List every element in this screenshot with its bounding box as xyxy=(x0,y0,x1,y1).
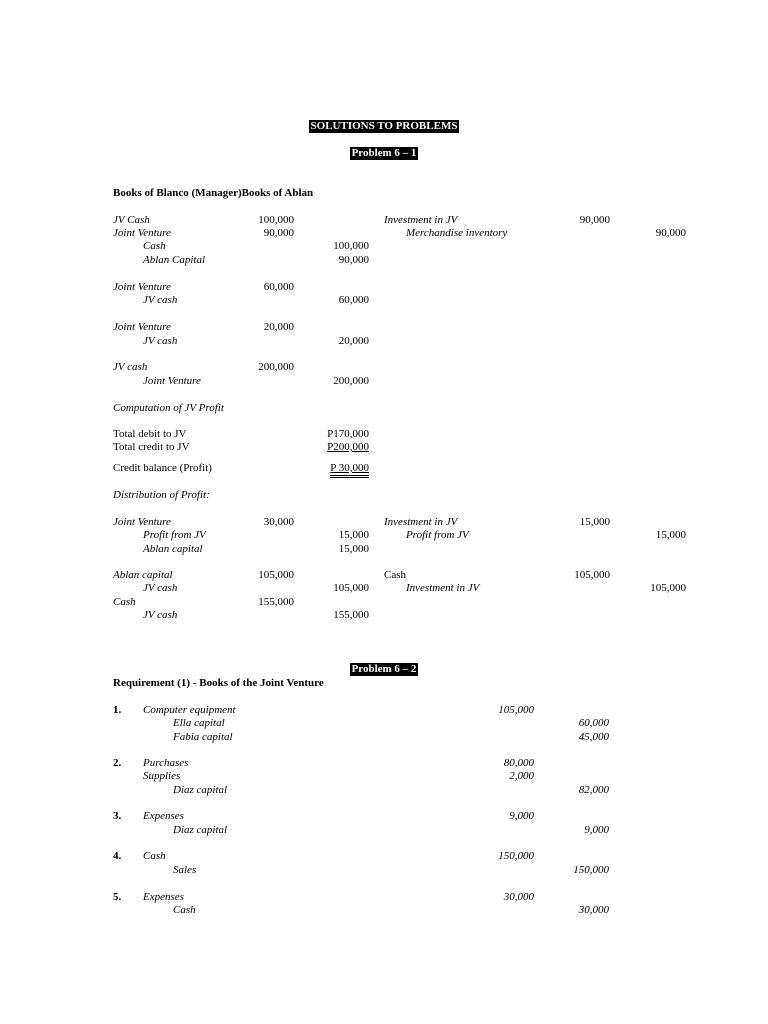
journal-account: Investment in JV xyxy=(384,214,458,226)
journal-account: Computer equipment xyxy=(143,704,236,716)
journal-credit: 150,000 xyxy=(573,864,609,876)
journal-account: Ella capital xyxy=(173,717,225,729)
journal-account: Investment in JV xyxy=(384,516,458,528)
journal-account: Joint Venture xyxy=(113,281,171,293)
journal-credit: 90,000 xyxy=(655,227,686,239)
journal-account: Joint Venture xyxy=(113,227,171,239)
journal-debit: 30,000 xyxy=(263,516,294,528)
journal-debit: 90,000 xyxy=(263,227,294,239)
journal-credit: 30,000 xyxy=(578,904,609,916)
journal-account: JV cash xyxy=(143,582,178,594)
journal-credit: 200,000 xyxy=(333,375,369,387)
journal-credit: 45,000 xyxy=(578,731,609,743)
journal-account: Diaz capital xyxy=(173,784,228,796)
journal-account: Merchandise inventory xyxy=(406,227,508,239)
journal-debit: 200,000 xyxy=(258,361,294,373)
journal-credit: 15,000 xyxy=(338,543,369,555)
journal-account: Cash xyxy=(113,596,136,608)
journal-account: Diaz capital xyxy=(173,824,228,836)
journal-account: JV cash xyxy=(113,361,148,373)
computation-title: Computation of JV Profit xyxy=(113,402,224,414)
journal-account: Joint Venture xyxy=(113,321,171,333)
journal-credit: 60,000 xyxy=(578,717,609,729)
journal-credit: 20,000 xyxy=(338,335,369,347)
journal-account: Supplies xyxy=(143,770,181,782)
requirement-title: Requirement (1) - Books of the Joint Venture xyxy=(113,677,324,689)
journal-account: JV Cash xyxy=(113,214,150,226)
journal-debit: 15,000 xyxy=(579,516,610,528)
journal-account: JV cash xyxy=(143,294,178,306)
journal-account: Ablan capital xyxy=(143,543,203,555)
journal-credit: 15,000 xyxy=(655,529,686,541)
journal-account: Profit from JV xyxy=(143,529,206,541)
journal-account: Cash xyxy=(173,904,196,916)
books-title: Books of Blanco (Manager)Books of Ablan xyxy=(113,187,314,199)
journal-debit: 60,000 xyxy=(263,281,294,293)
journal-debit: 105,000 xyxy=(498,704,534,716)
journal-account: Joint Venture xyxy=(143,375,201,387)
journal-debit: 30,000 xyxy=(503,891,534,903)
total-debit-label: Total debit to JV xyxy=(113,428,187,440)
entry-number: 5. xyxy=(113,891,122,903)
journal-account: JV cash xyxy=(143,335,178,347)
journal-credit: 60,000 xyxy=(338,294,369,306)
total-debit-value: P170,000 xyxy=(327,428,369,440)
journal-debit: 80,000 xyxy=(503,757,534,769)
journal-debit: 105,000 xyxy=(574,569,610,581)
journal-account: Ablan Capital xyxy=(143,254,206,266)
entry-number: 4. xyxy=(113,850,122,862)
entry-number: 1. xyxy=(113,704,122,716)
journal-credit: 15,000 xyxy=(338,529,369,541)
entry-number: 2. xyxy=(113,757,122,769)
journal-debit: 105,000 xyxy=(258,569,294,581)
distribution-title: Distribution of Profit: xyxy=(113,489,210,501)
journal-account: Cash xyxy=(143,850,166,862)
journal-account: Ablan capital xyxy=(113,569,173,581)
journal-credit: 9,000 xyxy=(584,824,609,836)
journal-credit: 82,000 xyxy=(578,784,609,796)
total-credit-value: P200,000 xyxy=(327,441,369,453)
journal-credit: 155,000 xyxy=(333,609,369,621)
main-heading: SOLUTIONS TO PROBLEMS xyxy=(310,120,458,132)
journal-account: Cash xyxy=(143,240,166,252)
journal-account: JV cash xyxy=(143,609,178,621)
credit-balance-value: P 30,000 xyxy=(330,462,369,478)
journal-account: Expenses xyxy=(143,891,184,903)
journal-debit: 100,000 xyxy=(258,214,294,226)
journal-account: Investment in JV xyxy=(406,582,480,594)
credit-balance-label: Credit balance (Profit) xyxy=(113,462,212,474)
journal-account: Expenses xyxy=(143,810,184,822)
journal-debit: 150,000 xyxy=(498,850,534,862)
journal-account: Cash xyxy=(384,569,406,581)
journal-account: Profit from JV xyxy=(406,529,469,541)
total-credit-label: Total credit to JV xyxy=(113,441,190,453)
journal-account: Purchases xyxy=(143,757,189,769)
journal-credit: 90,000 xyxy=(338,254,369,266)
journal-debit: 9,000 xyxy=(509,810,534,822)
journal-debit: 90,000 xyxy=(579,214,610,226)
journal-debit: 20,000 xyxy=(263,321,294,333)
journal-account: Joint Venture xyxy=(113,516,171,528)
journal-credit: 105,000 xyxy=(333,582,369,594)
journal-account: Sales xyxy=(173,864,197,876)
journal-credit: 105,000 xyxy=(650,582,686,594)
problem-1-heading: Problem 6 – 1 xyxy=(351,147,417,159)
entry-number: 3. xyxy=(113,810,122,822)
journal-debit: 2,000 xyxy=(509,770,534,782)
journal-credit: 100,000 xyxy=(333,240,369,252)
problem-2-heading: Problem 6 – 2 xyxy=(351,663,417,675)
journal-debit: 155,000 xyxy=(258,596,294,608)
journal-account: Fabia capital xyxy=(173,731,233,743)
